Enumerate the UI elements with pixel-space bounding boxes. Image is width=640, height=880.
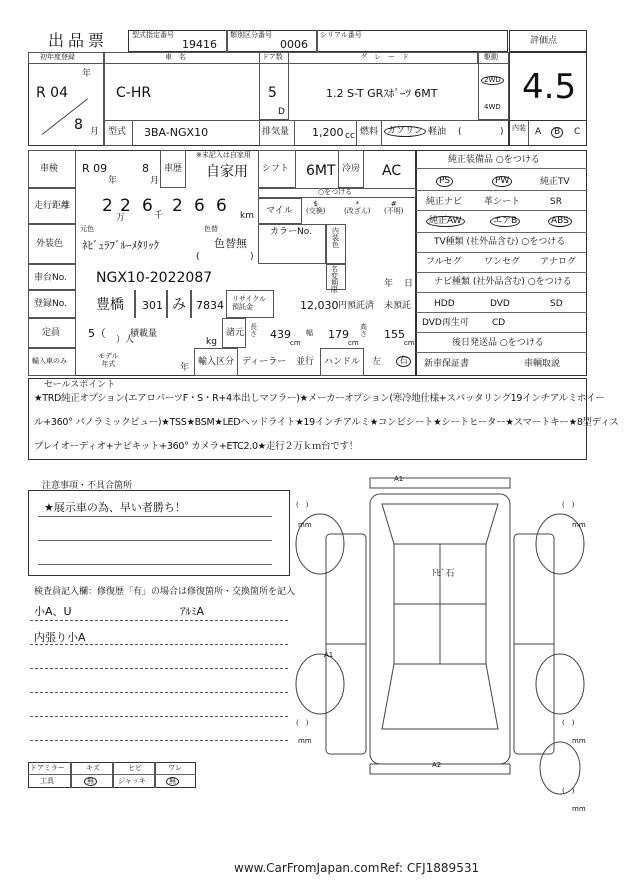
drive-2wd: 2WD	[481, 76, 504, 85]
grade-score: 4.5	[522, 67, 577, 107]
page-title: 出品票	[48, 31, 109, 50]
shift: 6MT	[306, 163, 336, 179]
mark-a1-side: A1	[324, 651, 334, 659]
shaken-era: R 09	[82, 162, 108, 175]
chassis-no: NGX10-2022087	[96, 270, 213, 286]
inspector-item-2: 内張り小A	[34, 631, 86, 644]
sales-line-1: ★TRD純正オプション(エアロパーツF・S・R+4本出しマフラー)★メーカーオプション(寒冷地仕様+スパッタリング19インチアルミホイー	[34, 393, 605, 404]
sales-line-3: プレイオーディオ+ナビキット+360° カメラ+ETC2.0★走行２万ｋｍ台です！	[34, 441, 358, 452]
grade-score-label: 評価点	[530, 36, 558, 46]
first-reg-month: 8	[74, 117, 83, 133]
drive-4wd: 4WD	[484, 103, 501, 111]
length: 439	[270, 328, 291, 341]
inspector-item-1: 小A、U	[34, 605, 72, 618]
inspector-item-1b: ｱﾙﾐA	[180, 605, 205, 618]
model-code-label: 型式指定番号	[132, 31, 174, 39]
reg-class: 301	[142, 299, 163, 312]
handle-right: 右	[396, 356, 411, 367]
serial-label: シリアル番号	[320, 31, 362, 39]
model-code: 19416	[182, 38, 217, 51]
grade: 1.2 S-T GRｽﾎﾟｰﾂ 6MT	[326, 87, 438, 100]
displacement: 1,200	[312, 126, 344, 139]
orig-color: ﾈﾋﾞｭﾗﾌﾞﾙｰﾒﾀﾘｯｸ	[82, 239, 159, 252]
class-code: 0006	[280, 38, 308, 51]
car-name-label: 車 名	[165, 53, 186, 61]
doors-label: ドア数	[262, 53, 283, 61]
first-reg-label: 初年度登録	[40, 53, 75, 61]
recycle-fee: 12,030	[300, 299, 339, 312]
class-label: 類別区分番号	[230, 31, 272, 39]
paint: 色替無	[214, 237, 247, 250]
note-line-1: ★展示車の為、早い者勝ち！	[44, 501, 186, 514]
footer-ref: Ref: CFJ1889531	[380, 861, 480, 875]
usage: 自家用	[206, 164, 248, 180]
shaken-month: 8	[142, 162, 149, 175]
fuel: ガソリン	[384, 126, 426, 137]
footer-site[interactable]: www.CarFromJapan.com	[234, 861, 380, 875]
model-type: 3BA-NGX10	[144, 126, 209, 139]
doors: 5	[268, 85, 277, 101]
width: 179	[328, 328, 349, 341]
mark-a1-top: A1	[394, 475, 404, 483]
capacity: 5（	[88, 327, 106, 340]
grade-label: グ レ ー ド	[360, 53, 409, 61]
mileage-digits: 2 2 万 6 千 2 6 6	[102, 196, 227, 223]
mark-a2-bottom: A2	[432, 761, 442, 769]
reg-num: 7834	[196, 299, 224, 312]
height: 155	[384, 328, 405, 341]
reg-kana: み	[172, 297, 186, 313]
sales-line-2: ル+360° パノラミックビュー)★TSS★BSM★LEDヘッドライト★19インチアルミ★コンビシート★シートヒーター★スマートキー★8型ディス	[34, 417, 619, 428]
first-reg-era: R 04	[36, 85, 68, 101]
reg-area: 豊橋	[96, 297, 124, 313]
mark-stone: ﾄﾋﾞ石	[432, 569, 455, 579]
car-name: C-HR	[116, 85, 152, 101]
interior-grade: B	[551, 127, 563, 138]
ac: AC	[382, 163, 402, 179]
